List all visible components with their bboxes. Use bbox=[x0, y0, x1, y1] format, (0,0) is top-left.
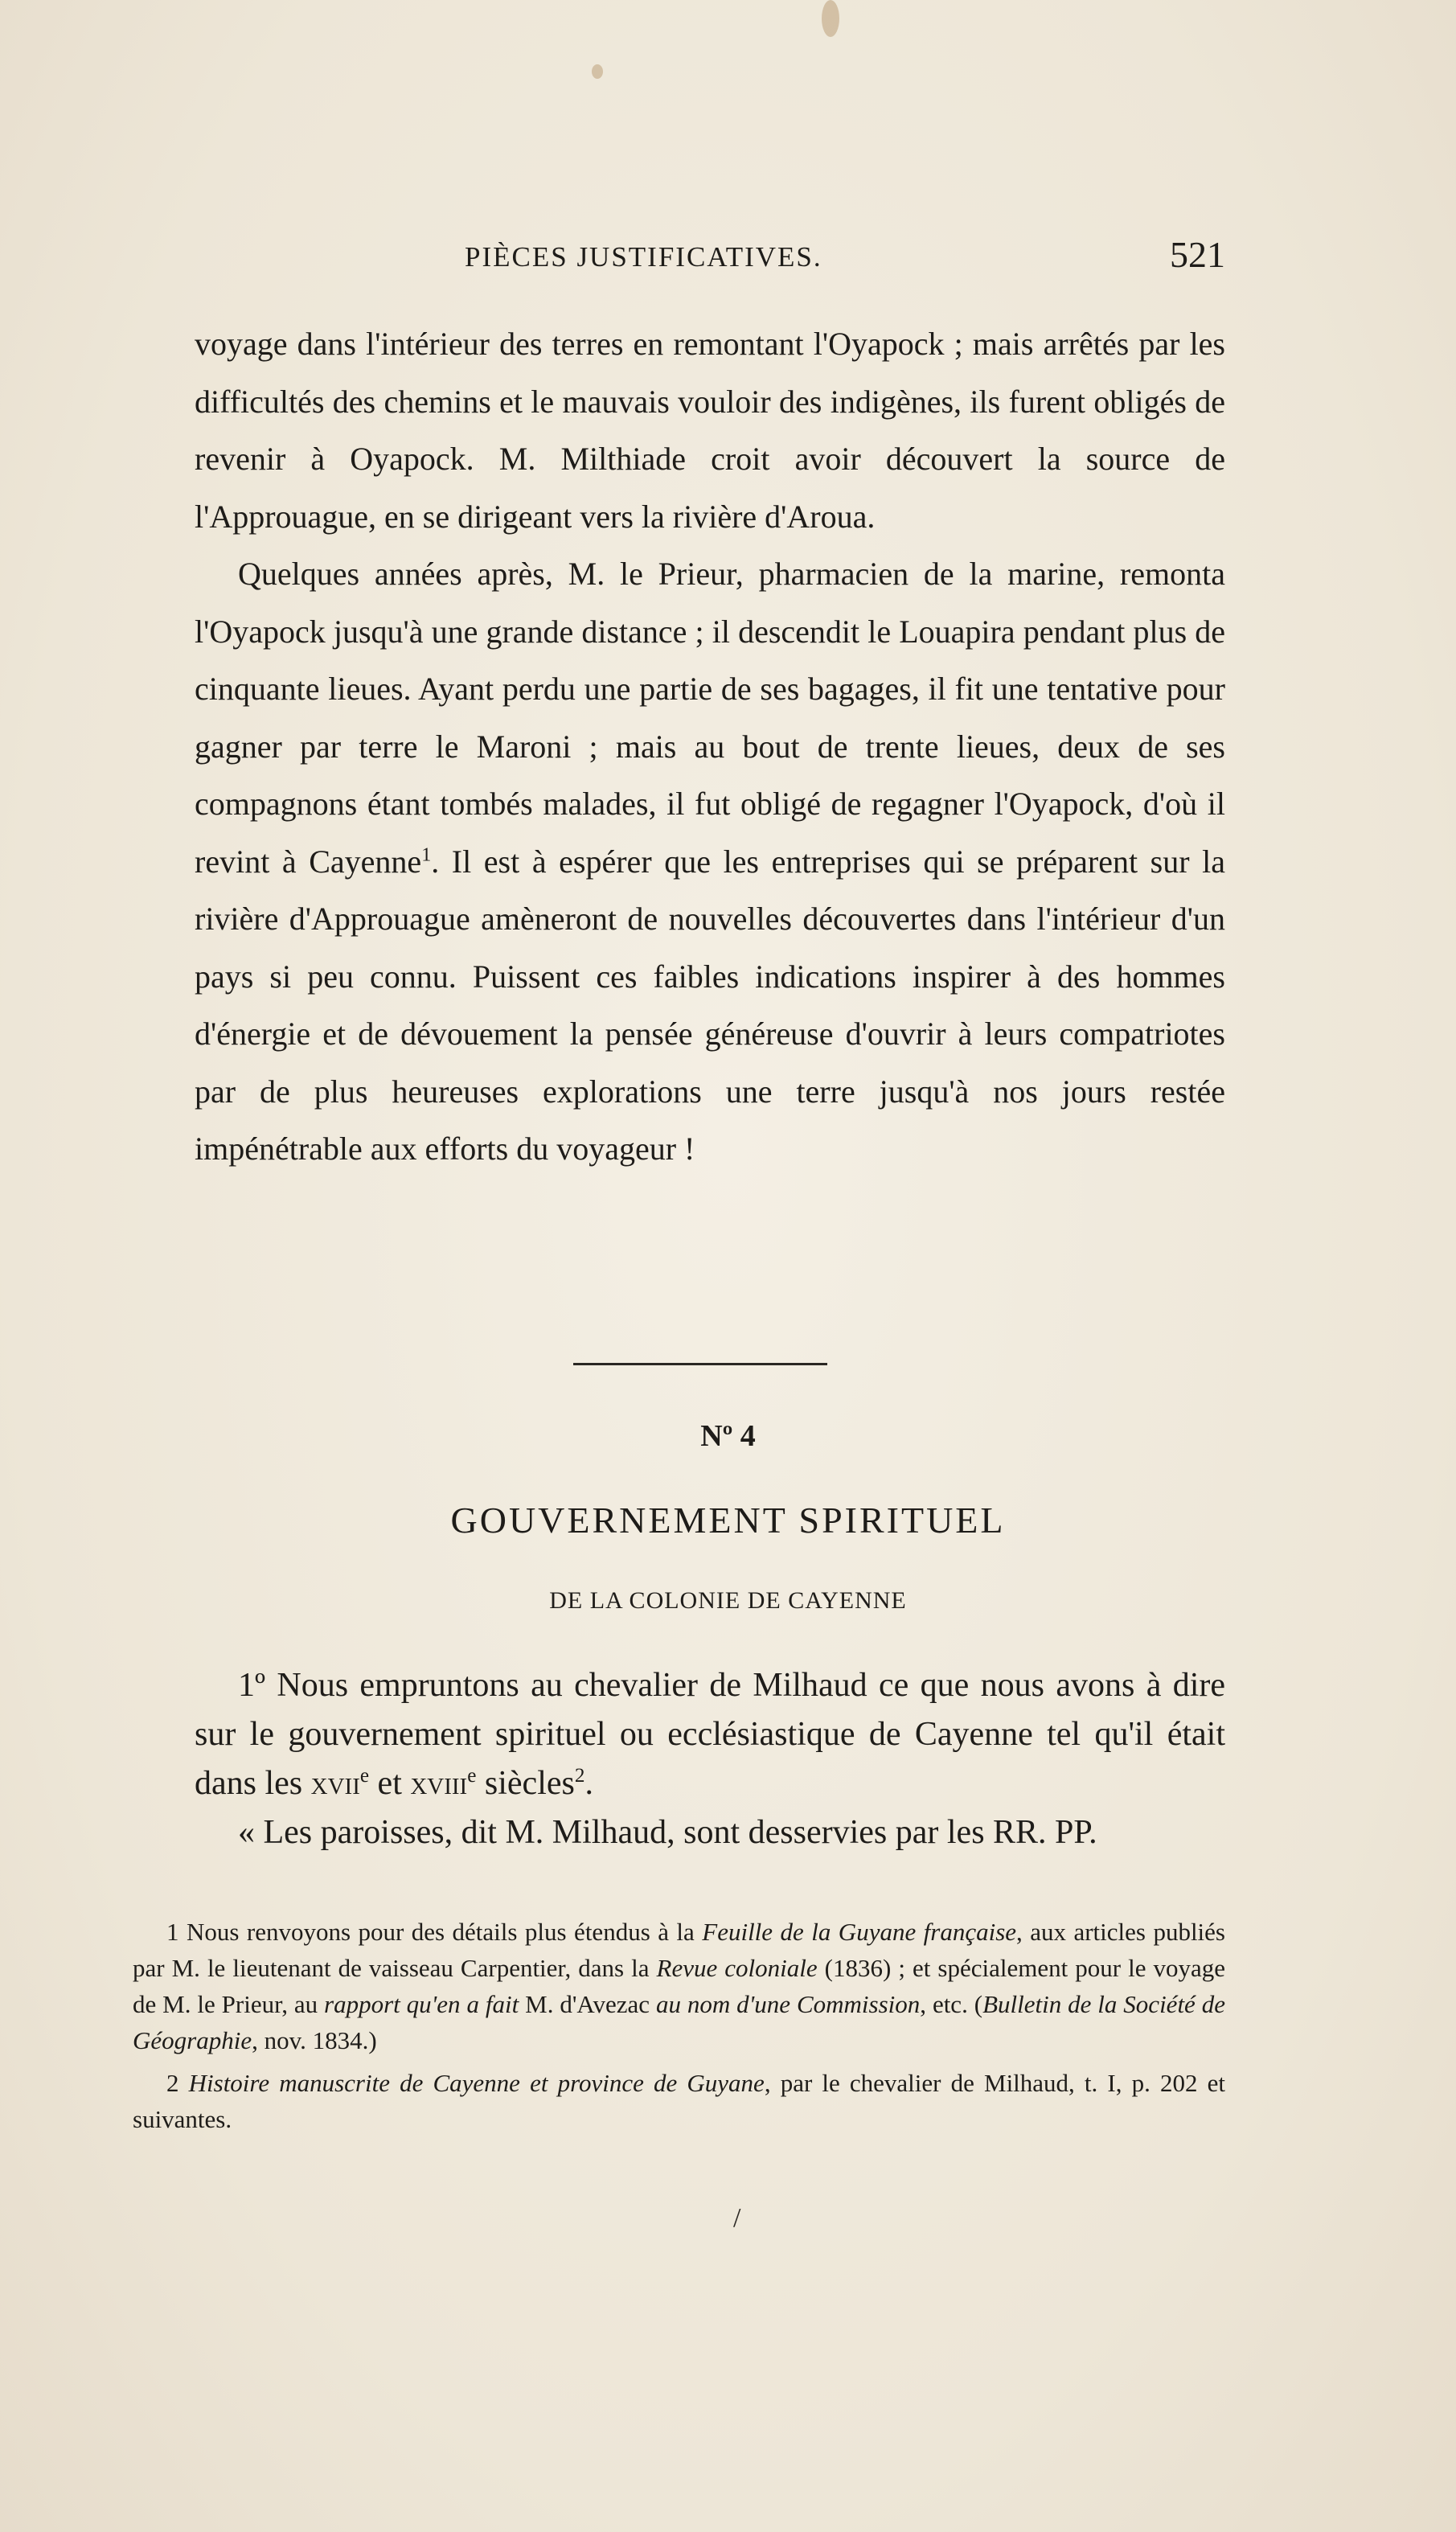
footnote-italic: Feuille de la Guyane française bbox=[702, 1918, 1017, 1946]
section-divider bbox=[573, 1363, 827, 1365]
footnote-ref: 2 bbox=[574, 1765, 585, 1787]
footnote-text: , nov. 1834.) bbox=[252, 2026, 377, 2054]
footnote-italic: Revue coloniale bbox=[656, 1954, 818, 1982]
paragraph-text: siècles bbox=[476, 1765, 575, 1802]
footnote-text: M. d'Avezac bbox=[519, 1990, 656, 2018]
footnote-text: , aux articles publiés par M. le lieutenant de vaisseau Carpentier, dans la bbox=[133, 1918, 1225, 1982]
footnote-ref: 1 bbox=[421, 844, 432, 866]
footnote-italic: Histoire manuscrite de Cayenne et province de Guyane bbox=[178, 2069, 765, 2097]
paragraph: « Les paroisses, dit M. Milhaud, sont desservies par les RR. PP. bbox=[238, 1814, 1097, 1851]
paragraph-text: et bbox=[369, 1765, 411, 1802]
paper-stain bbox=[592, 64, 603, 79]
footnote-text: Nous renvoyons pour des détails plus étendus à la bbox=[178, 1918, 703, 1946]
page-mark: / bbox=[733, 2203, 741, 2233]
footnote-text: , par le chevalier de Milhaud, t. I, p. 202 et suivantes. bbox=[133, 2069, 1225, 2133]
section-text bbox=[195, 1661, 1225, 1857]
superscript: e bbox=[359, 1765, 370, 1787]
superscript: e bbox=[467, 1765, 477, 1787]
footnote-italic: au nom d'une Commission bbox=[655, 1990, 921, 2018]
section-number: Nº 4 bbox=[700, 1419, 756, 1453]
century-numeral: xviii bbox=[410, 1765, 468, 1802]
footnote-number: 1 bbox=[166, 1918, 179, 1946]
footnote-italic: Bulletin de la Société de Géographie bbox=[133, 1990, 1225, 2054]
footnotes bbox=[133, 1914, 1225, 2144]
page-number: 521 bbox=[1170, 234, 1225, 275]
page-header bbox=[195, 235, 1225, 283]
paragraph-text: . bbox=[584, 1765, 593, 1802]
paragraph: voyage dans l'intérieur des terres en remontant l'Oyapock ; mais arrêtés par les difficultés des chemins et le mauvais vouloir des indigènes, ils furent obligés de revenir à Oyapock. M. Milthiade croit avoir découvert la source de l'Approuague, en se dirigeant vers la rivière d'Aroua. bbox=[195, 326, 1225, 535]
paragraph-text: 1º Nous empruntons au chevalier de Milhaud ce que nous avons à dire sur le gouvernement spirituel ou ecclésiastique de Cayenne tel qu'il était dans les bbox=[195, 1667, 1225, 1802]
paper-stain bbox=[822, 0, 839, 37]
footnote bbox=[133, 2065, 1225, 2137]
footnote-italic: rapport qu'en a fait bbox=[324, 1990, 519, 2018]
running-head: PIÈCES JUSTIFICATIVES. bbox=[465, 241, 822, 273]
century-numeral: xvii bbox=[310, 1765, 360, 1802]
paragraph-text: . Il est à espérer que les entreprises qui se préparent sur la rivière d'Approuague amèneront de nouvelles découvertes dans l'intérieur d'un pays si peu connu. Puissent ces faibles indications inspirer à des hommes d'énergie et de dévouement la pensée généreuse d'ouvrir à leurs compatriotes par de plus heureuses explorations une terre jusqu'à nos jours restée impénétrable aux efforts du voyageur ! bbox=[195, 843, 1226, 1167]
footnote-text: , etc. ( bbox=[920, 1990, 983, 2018]
paragraph-text: Quelques années après, M. le Prieur, pharmacien de la marine, remonta l'Oyapock jusqu'à une grande distance ; il descendit le Louapira pendant plus de cinquante lieues. Ayant perdu une partie de ses bagages, il fit une tentative pour gagner par terre le Maroni ; mais au bout de trente lieues, deux de ses compagnons étant tombés malades, il fut obligé de regagner l'Oyapock, d'où il revint à Cayenne bbox=[195, 556, 1225, 880]
paragraph bbox=[195, 545, 1225, 1178]
footnote-number: 2 bbox=[166, 2069, 179, 2097]
section-title: GOUVERNEMENT SPIRITUEL bbox=[450, 1500, 1006, 1541]
footnote-text: (1836) ; et spécialement pour le voyage de M. le Prieur, au bbox=[133, 1954, 1225, 2018]
footnote bbox=[133, 1914, 1225, 2058]
paragraph bbox=[195, 1661, 1225, 1808]
section-subtitle: DE LA COLONIE DE CAYENNE bbox=[549, 1587, 907, 1614]
body-text bbox=[195, 315, 1225, 1178]
